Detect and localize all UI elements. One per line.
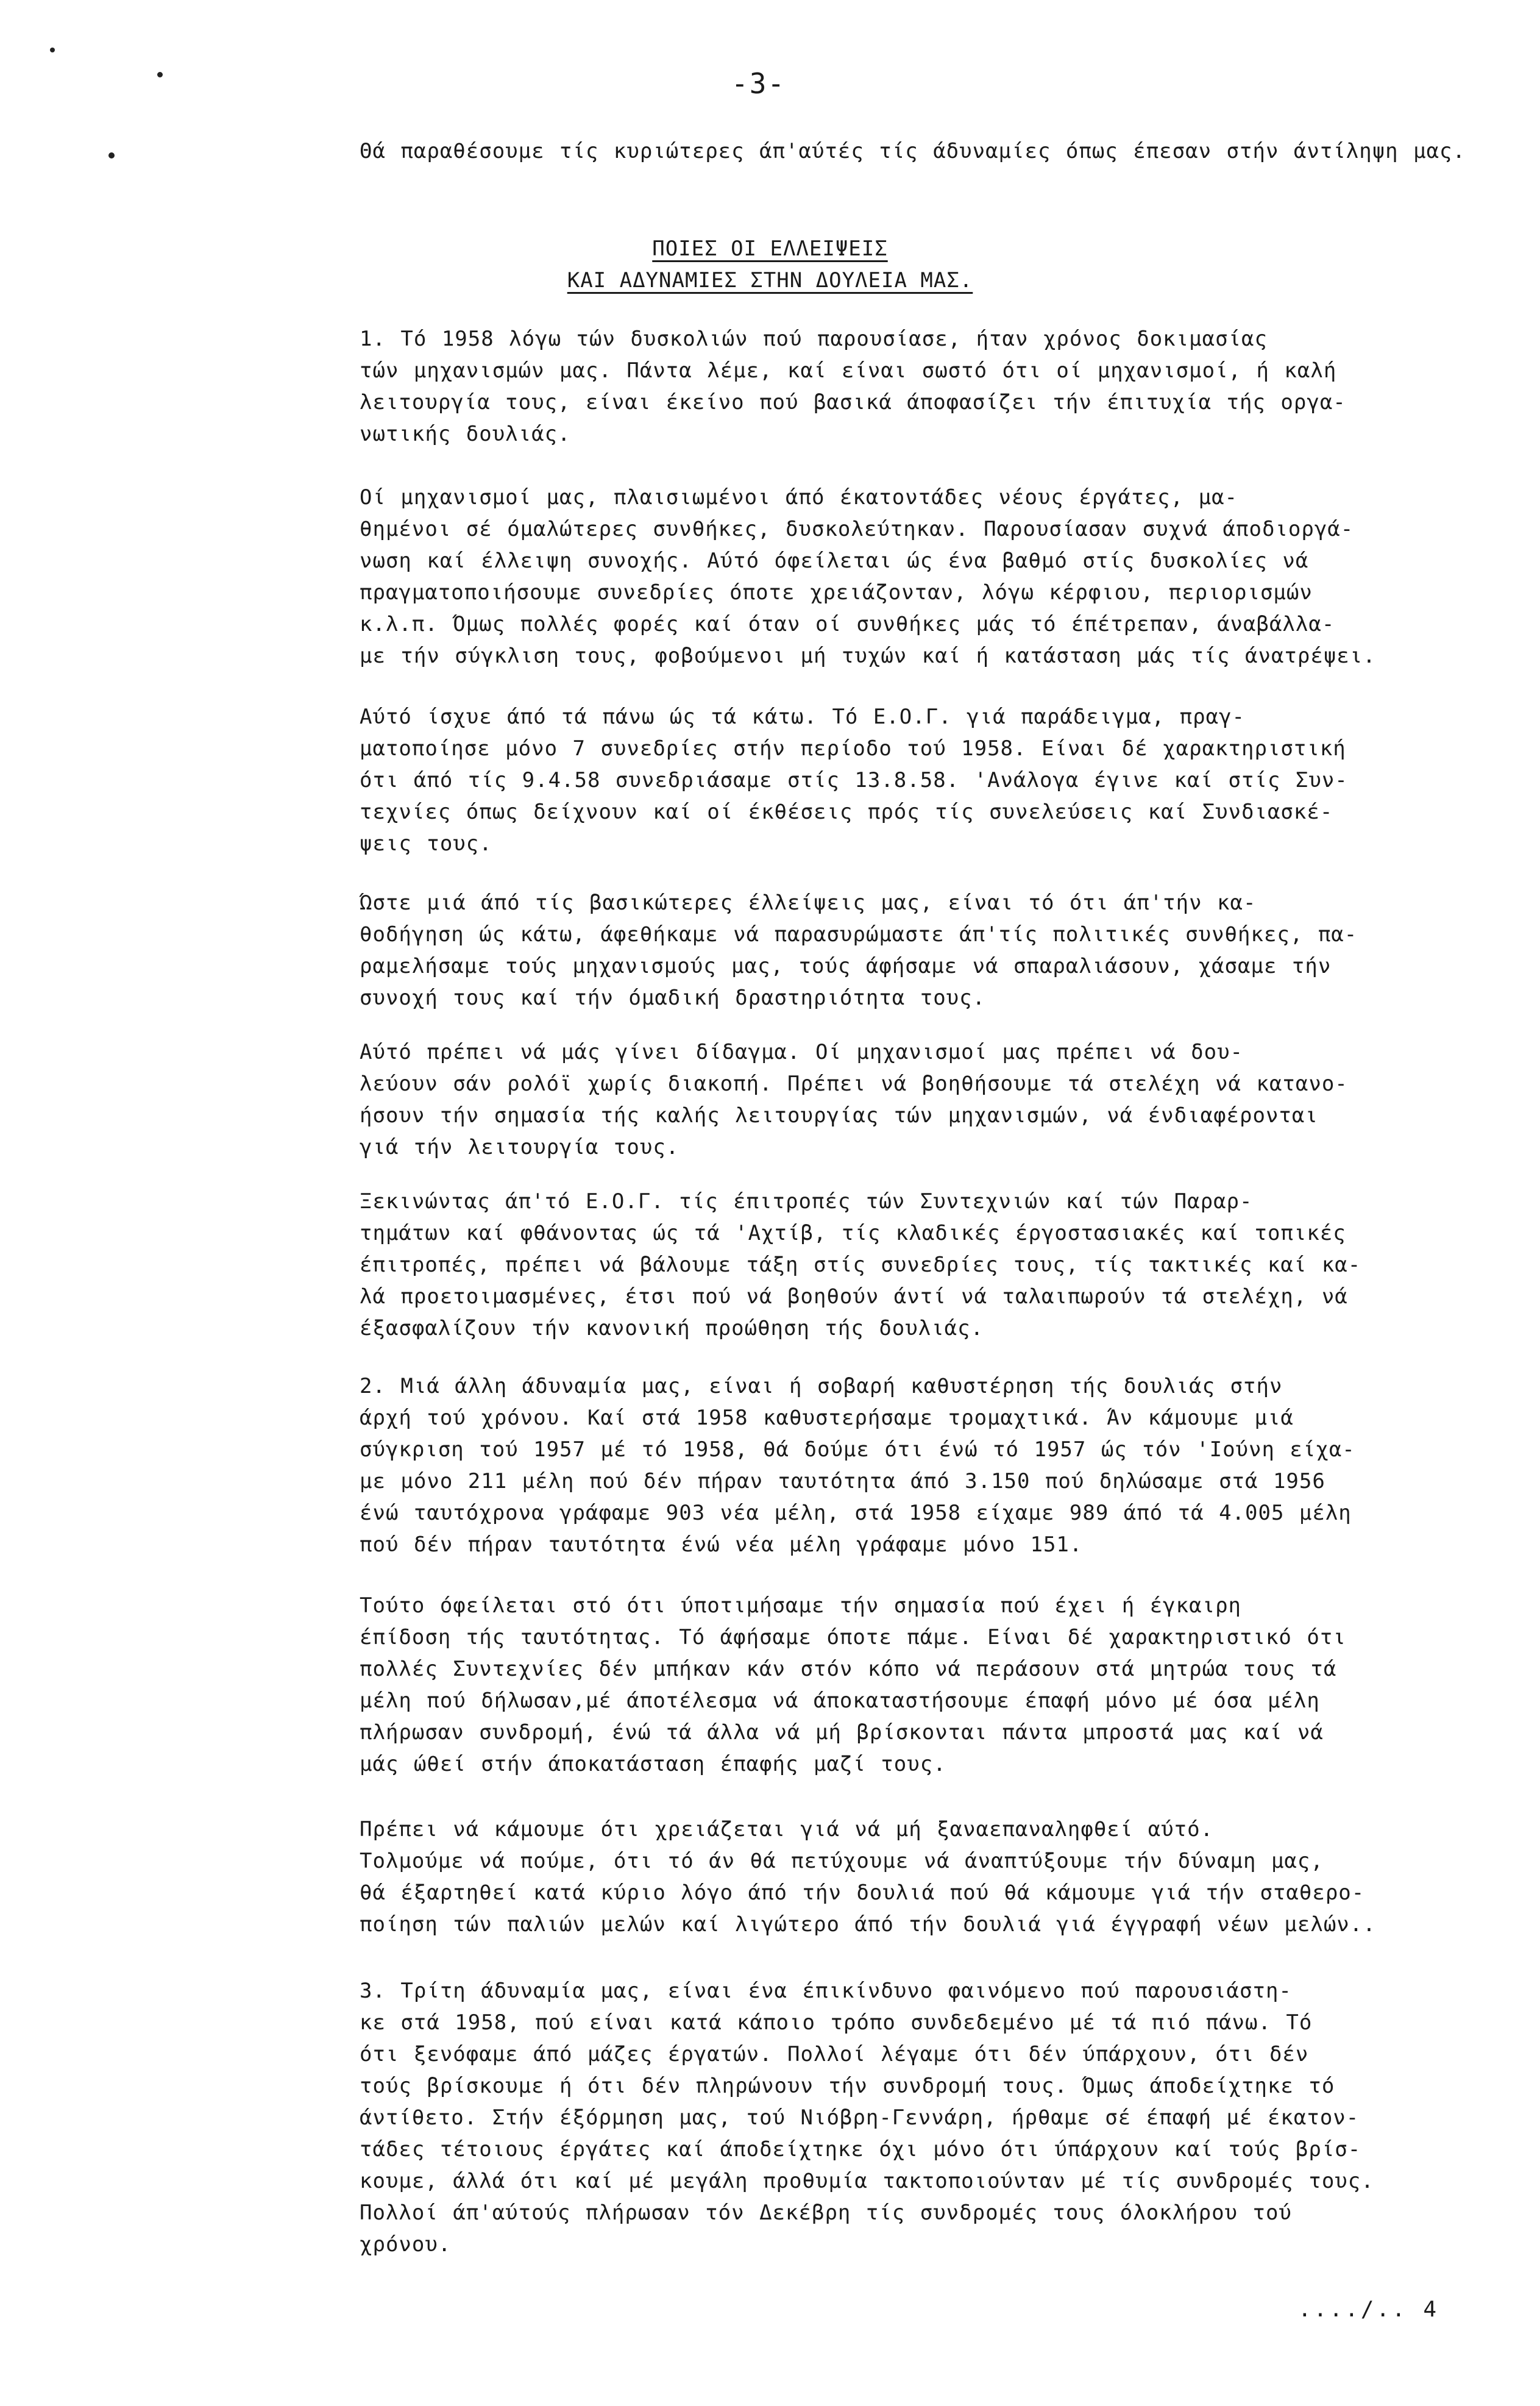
text-line: έπιτροπές, πρέπει νά βάλουμε τάξη στίς συνεδρίες τους, τίς τακτικές καί κα-	[360, 1253, 1361, 1277]
text-line: τημάτων καί φθάνοντας ώς τά 'Αχτίβ, τίς κλαδικές έργοστασιακές καί τοπικές	[360, 1221, 1346, 1245]
text-line: Τολμούμε νά πούμε, ότι τό άν θά πετύχουμε νά άναπτύξουμε τήν δύναμη μας,	[360, 1849, 1324, 1873]
text-line: 1. Τό 1958 λόγω τών δυσκολιών πού παρουσίασε, ήταν χρόνος δοκιμασίας	[360, 327, 1268, 351]
text-line: θημένοι σέ όμαλώτερες συνθήκες, δυσκολεύτηκαν. Παρουσίασαν συχνά άποδιοργά-	[360, 517, 1354, 541]
text-line: άντίθετο. Στήν έξόρμηση μας, τού Νιόβρη-Γεννάρη, ήρθαμε σέ έπαφή μέ έκατον-	[360, 2105, 1360, 2130]
text-line: ότι ξενόφαμε άπό μάζες έργατών. Πολλοί λέγαμε ότι δέν ύπάρχουν, ότι δέν	[360, 2042, 1309, 2066]
text-line: ματοποίησε μόνο 7 συνεδρίες στήν περίοδο τού 1958. Είναι δέ χαρακτηριστική	[360, 736, 1346, 761]
text-line: γιά τήν λειτουργία τους.	[360, 1135, 680, 1159]
text-line: πραγματοποιήσουμε συνεδρίες όποτε χρειάζονταν, λόγω κέρφιου, περιορισμών	[360, 580, 1313, 605]
section-heading	[0, 233, 1540, 296]
text-line: πολλές Συντεχνίες δέν μπήκαν κάν στόν κόπο νά περάσουν στά μητρώα τους τά	[360, 1657, 1337, 1681]
text-line: έπίδοση τής ταυτότητας. Τό άφήσαμε όποτε πάμε. Είναι δέ χαρακτηριστικό ότι	[360, 1625, 1346, 1650]
scan-speck	[157, 72, 163, 77]
paragraph-4	[225, 887, 1493, 1014]
text-line: ραμελήσαμε τούς μηχανισμούς μας, τούς άφήσαμε νά σπαραλιάσουν, χάσαμε τήν	[360, 954, 1332, 978]
text-line: Πρέπει νά κάμουμε ότι χρειάζεται γιά νά μή ξαναεπαναληφθεί αύτό.	[360, 1817, 1214, 1842]
text-line: τούς βρίσκουμε ή ότι δέν πληρώνουν τήν συνδρομή τους. Όμως άποδείχτηκε τό	[360, 2074, 1335, 2098]
paragraph-10	[225, 1975, 1493, 2260]
paragraph-1	[225, 323, 1493, 450]
text-line: νωση καί έλλειψη συνοχής. Αύτό όφείλεται ώς ένα βαθμό στίς δυσκολίες νά	[360, 549, 1309, 573]
text-line: ότι άπό τίς 9.4.58 συνεδριάσαμε στίς 13.8.58. 'Ανάλογα έγινε καί στίς Συν-	[360, 768, 1348, 792]
paragraph-8	[225, 1590, 1493, 1780]
heading-line-2: ΚΑΙ ΑΔΥΝΑΜΙΕΣ ΣΤΗΝ ΔΟΥΛΕΙΑ ΜΑΣ.	[567, 268, 973, 293]
text-line: λεύουν σάν ρολόϊ χωρίς διακοπή. Πρέπει νά βοηθήσουμε τά στελέχη νά κατανο-	[360, 1072, 1348, 1096]
paragraph-5	[225, 1036, 1493, 1163]
text-line: πλήρωσαν συνδρομή, ένώ τά άλλα νά μή βρίσκονται πάντα μπροστά μας καί νά	[360, 1720, 1324, 1745]
text-line: Αύτό ίσχυε άπό τά πάνω ώς τά κάτω. Τό Ε.Ο.Γ. γιά παράδειγμα, πραγ-	[360, 705, 1246, 729]
text-line: Πολλοί άπ'αύτούς πλήρωσαν τόν Δεκέβρη τίς συνδρομές τους όλοκλήρου τού	[360, 2201, 1292, 2225]
paragraph-2	[225, 482, 1493, 672]
paragraph-9	[225, 1813, 1493, 1940]
text-line: Ξεκινώντας άπ'τό Ε.Ο.Γ. τίς έπιτροπές τών Συντεχνιών καί τών Παραρ-	[360, 1189, 1253, 1214]
text-line: Τούτο όφείλεται στό ότι ύποτιμήσαμε τήν σημασία πού έχει ή έγκαιρη	[360, 1593, 1242, 1618]
paragraph-3	[225, 701, 1493, 860]
text-line: ένώ ταυτόχρονα γράφαμε 903 νέα μέλη, στά 1958 είχαμε 989 άπό τά 4.005 μέλη	[360, 1501, 1352, 1525]
text-line: χρόνου.	[360, 2232, 452, 2257]
text-line: έξασφαλίζουν τήν κανονική προώθηση τής δουλιάς.	[360, 1316, 984, 1340]
text-line: ήσουν τήν σημασία τής καλής λειτουργίας τών μηχανισμών, νά ένδιαφέρονται	[360, 1103, 1318, 1128]
text-line: συνοχή τους καί τήν όμαδική δραστηριότητα τους.	[360, 986, 986, 1010]
continuation-marker: ..../.. 4	[1298, 2297, 1439, 2322]
heading-line-1: ΠΟΙΕΣ ΟΙ ΕΛΛΕΙΨΕΙΣ	[652, 237, 888, 261]
intro-paragraph: Θά παραθέσουμε τίς κυριώτερες άπ'αύτές τίς άδυναμίες όπως έπεσαν στήν άντίληψη μας.	[360, 139, 1466, 163]
text-line: θά έξαρτηθεί κατά κύριο λόγο άπό τήν δουλιά πού θά κάμουμε γιά τήν σταθερο-	[360, 1881, 1365, 1905]
text-line: Οί μηχανισμοί μας, πλαισιωμένοι άπό έκατοντάδες νέους έργάτες, μα-	[360, 485, 1238, 510]
text-line: Αύτό πρέπει νά μάς γίνει δίδαγμα. Οί μηχανισμοί μας πρέπει νά δου-	[360, 1040, 1244, 1064]
text-line: κουμε, άλλά ότι καί μέ μεγάλη προθυμία τακτοποιούνταν μέ τίς συνδρομές τους.	[360, 2169, 1374, 2193]
text-line: ποίηση τών παλιών μελών καί λιγώτερο άπό τήν δουλιά γιά έγγραφή νέων μελών..	[360, 1912, 1376, 1937]
text-line: ψεις τους.	[360, 831, 492, 856]
text-line: 3. Τρίτη άδυναμία μας, είναι ένα έπικίνδυνο φαινόμενο πού παρουσιάστη-	[360, 1979, 1292, 2003]
text-line: κ.λ.π. Όμως πολλές φορές καί όταν οί συνθήκες μάς τό έπέτρεπαν, άναβάλλα-	[360, 612, 1335, 636]
text-line: Ώστε μιά άπό τίς βασικώτερες έλλείψεις μας, είναι τό ότι άπ'τήν κα-	[360, 891, 1257, 915]
paragraph-7	[225, 1370, 1493, 1561]
text-line: σύγκριση τού 1957 μέ τό 1958, θά δούμε ότι ένώ τό 1957 ώς τόν 'Ιούνη είχα-	[360, 1437, 1355, 1462]
text-line: λειτουργία τους, είναι έκείνο πού βασικά άποφασίζει τήν έπιτυχία τής οργα-	[360, 390, 1346, 415]
text-line: τών μηχανισμών μας. Πάντα λέμε, καί είναι σωστό ότι οί μηχανισμοί, ή καλή	[360, 358, 1337, 383]
text-line: άρχή τού χρόνου. Καί στά 1958 καθυστερήσαμε τρομαχτικά. Άν κάμουμε μιά	[360, 1406, 1294, 1430]
text-line: με τήν σύγκλιση τους, φοβούμενοι μή τυχών καί ή κατάσταση μάς τίς άνατρέψει.	[360, 644, 1376, 668]
page-number: -3-	[731, 67, 786, 100]
text-line: νωτικής δουλιάς.	[360, 422, 571, 446]
text-line: λά προετοιμασμένες, έτσι πού νά βοηθούν άντί νά ταλαιπωρούν τά στελέχη, νά	[360, 1284, 1348, 1309]
paragraph-6	[225, 1186, 1493, 1344]
scan-speck	[50, 48, 55, 52]
text-line: τάδες τέτοιους έργάτες καί άποδείχτηκε όχι μόνο ότι ύπάρχουν καί τούς βρίσ-	[360, 2137, 1361, 2162]
scan-speck	[108, 152, 115, 158]
text-line: 2. Μιά άλλη άδυναμία μας, είναι ή σοβαρή καθυστέρηση τής δουλιάς στήν	[360, 1374, 1283, 1398]
text-line: μάς ώθεί στήν άποκατάσταση έπαφής μαζί τους.	[360, 1752, 946, 1776]
text-line: θοδήγηση ώς κάτω, άφεθήκαμε νά παρασυρώμαστε άπ'τίς πολιτικές συνθήκες, πα-	[360, 922, 1358, 947]
text-line: μέλη πού δήλωσαν,μέ άποτέλεσμα νά άποκαταστήσουμε έπαφή μόνο μέ όσα μέλη	[360, 1689, 1320, 1713]
text-line: τεχνίες όπως δείχνουν καί οί έκθέσεις πρός τίς συνελεύσεις καί Συνδιασκέ-	[360, 800, 1333, 824]
text-line: κε στά 1958, πού είναι κατά κάποιο τρόπο συνδεδεμένο μέ τά πιό πάνω. Τό	[360, 2010, 1313, 2035]
text-line: πού δέν πήραν ταυτότητα ένώ νέα μέλη γράφαμε μόνο 151.	[360, 1532, 1083, 1557]
text-line: με μόνο 211 μέλη πού δέν πήραν ταυτότητα άπό 3.150 πού δηλώσαμε στά 1956	[360, 1469, 1325, 1493]
